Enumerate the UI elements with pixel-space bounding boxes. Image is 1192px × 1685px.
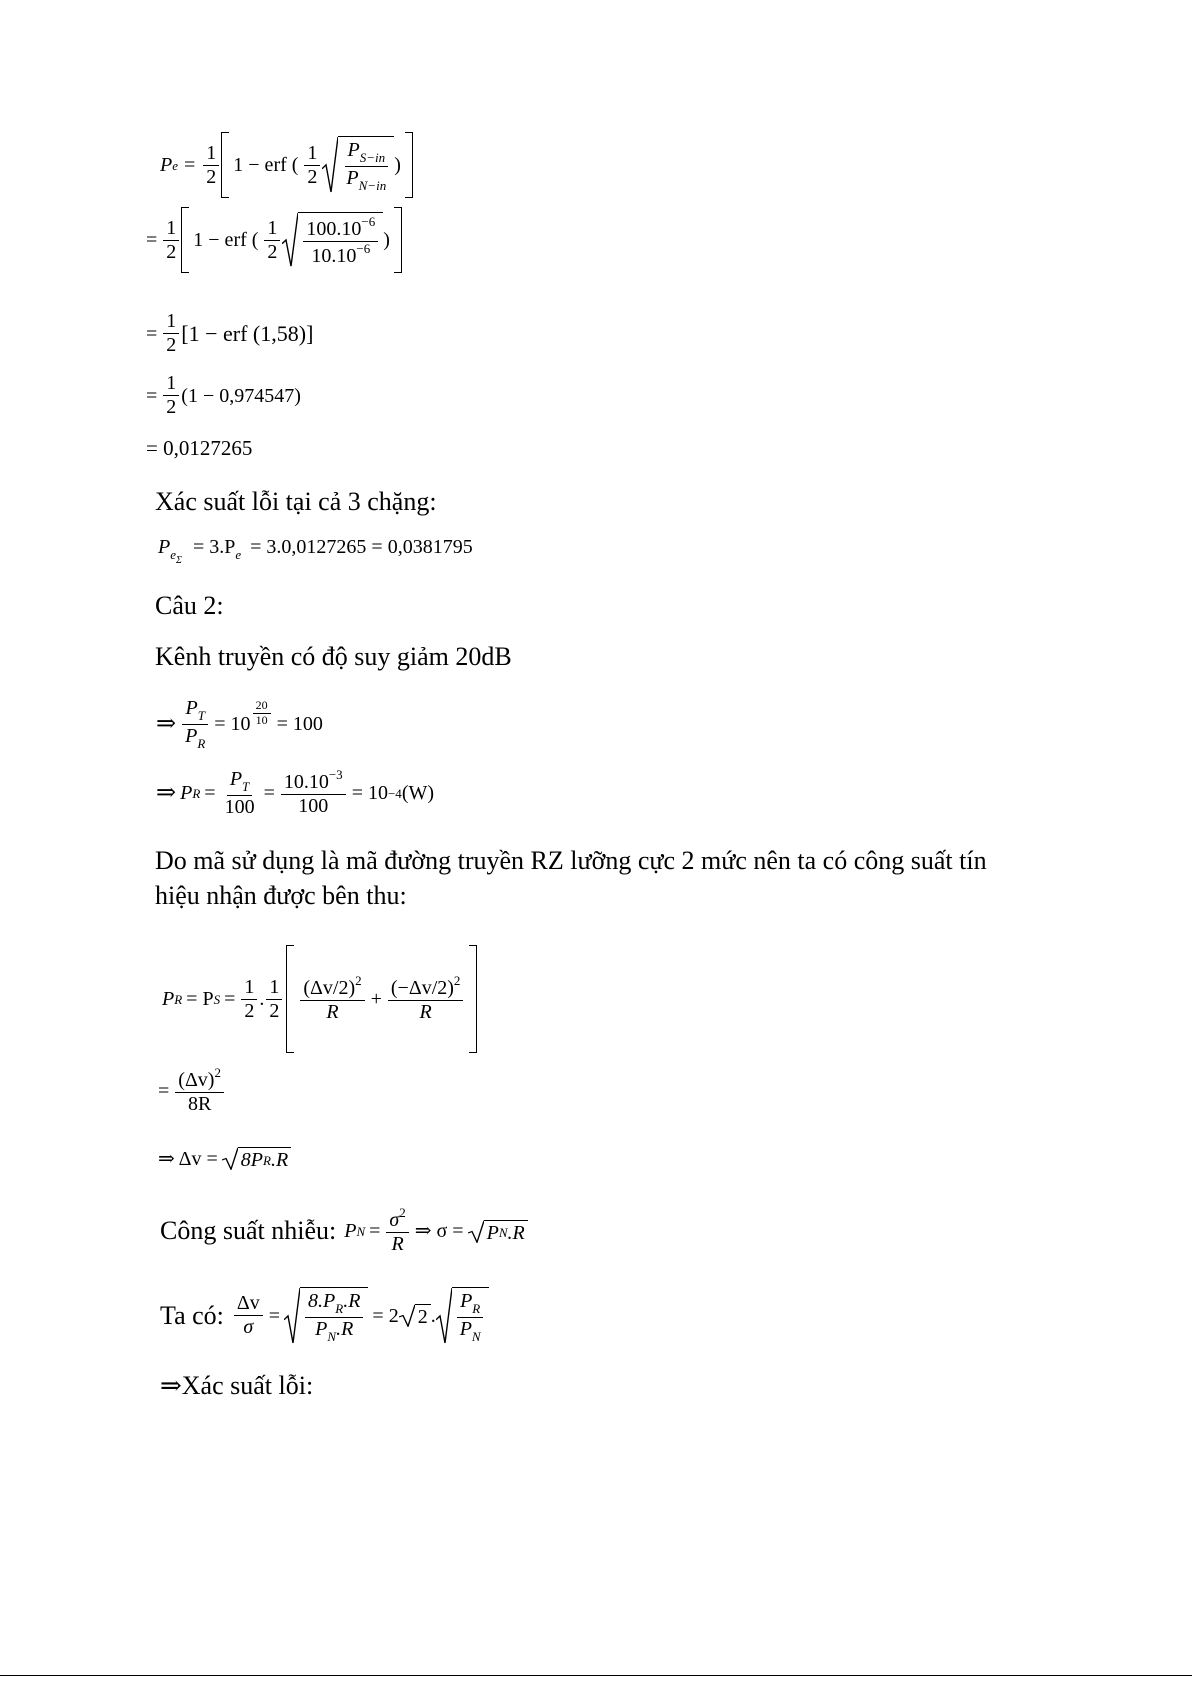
pr-symbol: P [460, 1290, 473, 1312]
radical-sign [282, 212, 298, 268]
sigma-subscript: Σ [176, 555, 182, 566]
pr-sub: R [174, 991, 183, 1007]
frac-den: 2 [206, 165, 217, 188]
total-rhs-sub: e [235, 547, 242, 562]
erf-expression: [1 − erf (1,58)] [181, 320, 314, 346]
eq-signal-power-simplified [158, 1066, 226, 1116]
left-bracket [286, 945, 294, 1053]
exp-den: 10 [255, 712, 268, 727]
pr-pn-fraction [457, 1290, 484, 1345]
ten-base: = 10 [351, 782, 388, 805]
frac-num: Δv [234, 1292, 263, 1316]
pt-symbol: P [185, 697, 198, 719]
eq-power-ratio [156, 697, 323, 752]
noise-label: Công suất nhiễu: [160, 1216, 337, 1245]
sigma-exp: 2 [399, 1205, 406, 1220]
sqrt-two-value: 2 [415, 1304, 431, 1327]
eq-pe-definition [160, 132, 413, 198]
frac-num: 1 [163, 217, 179, 241]
equals-sign: = [146, 229, 158, 251]
frac-num: 1 [266, 976, 282, 1000]
eq-total-error [158, 537, 473, 566]
total-rhs: = 3.P [192, 536, 236, 558]
frac-den: 100 [298, 795, 329, 818]
dv-over-sigma [234, 1292, 263, 1339]
rz-paragraph-line-1: Do mã sử dụng là mã đường truyền RZ lưỡng cực 2 mức nên ta có công suất tín [155, 846, 987, 875]
value-num: 100.10 [306, 218, 362, 240]
plus-sign: + [370, 988, 382, 1010]
pn-sub: N [356, 1223, 366, 1239]
equals-sign: = [184, 154, 196, 176]
root-body: 8P [240, 1149, 264, 1171]
value-num-exp: −6 [361, 214, 376, 229]
ta-co-line [160, 1287, 489, 1345]
pn-subscript: N−in [358, 178, 387, 193]
term-den: R [419, 1001, 432, 1023]
heading-error-3-sections: Xác suất lỗi tại cả 3 chặng: [155, 487, 437, 516]
eq-received-power [156, 768, 434, 819]
root-body: P [486, 1221, 499, 1244]
num-exp: 2 [214, 1065, 221, 1080]
value-exp: −3 [328, 767, 343, 783]
implies-arrow: ⇒ [156, 711, 177, 738]
numeric-expression: (1 − 0,974547) [181, 384, 301, 407]
radical-sign [399, 1304, 415, 1327]
left-bracket [181, 207, 189, 273]
ta-co-label: Ta có: [160, 1300, 224, 1330]
pt-symbol: P [229, 768, 243, 790]
right-bracket [405, 132, 413, 198]
equals-sign: = [268, 1304, 281, 1327]
dot: . [430, 1304, 436, 1327]
sqrt-8pr [222, 1147, 291, 1170]
close-paren: ) [383, 229, 390, 251]
value-den-exp: −6 [356, 241, 371, 256]
sigma-sq-over-r [386, 1206, 408, 1256]
radical-sign [322, 136, 338, 194]
sqrt-pn-r [468, 1220, 528, 1243]
eq-pe-numeric [146, 372, 301, 419]
pn-sub: N [471, 1328, 481, 1344]
value-num: 10.10 [283, 771, 329, 794]
frac-den: 2 [307, 165, 318, 188]
half-fraction [163, 217, 179, 264]
radical-sign [436, 1287, 452, 1345]
ps-equals: = P [186, 988, 214, 1010]
frac-num: 1 [241, 976, 257, 1000]
equals-sign: = [263, 782, 275, 805]
right-bracket [394, 207, 402, 273]
sqrt-pr-pn [436, 1287, 489, 1345]
pt-pr-fraction [182, 697, 208, 752]
pr-symbol: P [185, 724, 198, 747]
snr-fraction [343, 139, 389, 194]
equals-two: = 2 [372, 1304, 399, 1327]
implies-arrow: ⇒ [156, 780, 177, 807]
value-den: 10.10 [311, 245, 357, 267]
eq-pe-substituted [146, 207, 402, 273]
pe-subscript: e [172, 157, 178, 173]
right-bracket [469, 945, 477, 1053]
radical-sign [468, 1220, 484, 1243]
pn-symbol: P [344, 1220, 357, 1242]
frac-num: 1 [163, 310, 179, 334]
rz-paragraph-line-2: hiệu nhận được bên thu: [155, 881, 407, 910]
unit-watt: (W) [401, 782, 435, 805]
frac-den: σ [243, 1316, 254, 1339]
num-sub: R [335, 1301, 344, 1316]
pr-symbol: P [180, 782, 193, 805]
sigma: σ [389, 1209, 400, 1231]
half-fraction-2 [266, 976, 282, 1023]
equals-sign: = [146, 384, 158, 407]
implies-delta-v: ⇒ Δv = [158, 1147, 218, 1170]
eq-delta-v [158, 1147, 291, 1170]
frac-den: 2 [244, 999, 255, 1022]
error-probability-heading: ⇒Xác suất lỗi: [160, 1371, 314, 1400]
pt-over-100 [222, 768, 258, 819]
pt-sub: T [197, 708, 205, 723]
den-body: P [315, 1317, 328, 1340]
ps-symbol: P [347, 139, 360, 162]
eq-pe-result: = 0,0127265 [146, 436, 253, 460]
eq-pe-erf-value [146, 310, 313, 357]
positive-term [300, 974, 364, 1024]
inner-fraction [264, 217, 280, 264]
dot: . [259, 988, 265, 1010]
radical-sign [284, 1287, 300, 1345]
frac-den: 2 [166, 334, 177, 356]
eq-signal-power [162, 945, 477, 1053]
ten-base: = 10 [214, 713, 251, 736]
pe-total-sub: e [170, 547, 176, 562]
half-fraction-1 [241, 976, 257, 1023]
equals-sign: = [146, 322, 158, 345]
left-bracket [221, 132, 229, 198]
page-bottom-rule [0, 1675, 1192, 1676]
ps-sub: S [213, 991, 221, 1007]
frac-den: 2 [166, 396, 177, 418]
sqrt-values [282, 212, 383, 268]
equals-sign: = [204, 782, 216, 805]
frac-num: 1 [203, 142, 219, 166]
radical-sign [222, 1147, 238, 1170]
ratio-result: = 100 [276, 713, 323, 736]
frac-den: 2 [269, 999, 280, 1022]
implies-sigma: ⇒ σ = [414, 1220, 464, 1242]
frac-num: 1 [163, 372, 179, 396]
equals-sign: = [369, 1220, 381, 1242]
term-exp: 2 [355, 973, 362, 988]
frac-den: 8R [187, 1093, 212, 1115]
root-tail: .R [270, 1149, 289, 1171]
pr-symbol: P [162, 988, 175, 1010]
sqrt-ratio [284, 1287, 368, 1345]
values-fraction [303, 215, 378, 268]
frac-den: 2 [267, 240, 278, 263]
negative-term [388, 974, 464, 1024]
den-tail: .R [336, 1317, 354, 1340]
pr-sub: R [197, 735, 206, 751]
pe-symbol: P [160, 154, 173, 176]
pr-exp: −4 [387, 785, 402, 801]
frac-num: (Δv) [178, 1069, 215, 1091]
dv-over-8r [175, 1066, 224, 1116]
term-den: R [326, 1001, 339, 1023]
exponent-fraction [253, 699, 271, 728]
exp-num: 20 [253, 699, 271, 714]
ps-subscript: S−in [359, 150, 386, 166]
question-2-heading: Câu 2: [155, 591, 224, 620]
erf-prefix: 1 − erf ( [233, 154, 299, 176]
term-exp: 2 [453, 973, 461, 988]
num-body: 8.P [308, 1290, 336, 1312]
pn-symbol: P [459, 1317, 472, 1340]
frac-num: 1 [264, 217, 280, 241]
noise-power-line [160, 1206, 528, 1256]
total-rhs-tail: = 3.0,0127265 = 0,0381795 [250, 536, 473, 558]
term-num: (Δv/2) [303, 977, 356, 999]
frac-den: 2 [166, 240, 177, 263]
den-sub: N [327, 1328, 337, 1344]
channel-attenuation-text: Kênh truyền có độ suy giảm 20dB [155, 642, 512, 671]
num-tail: .R [343, 1290, 361, 1312]
value-over-100 [281, 768, 346, 818]
frac-den: R [391, 1233, 404, 1255]
frac-den: 100 [224, 795, 255, 818]
pn-symbol: P [346, 167, 359, 189]
term-num: (−Δv/2) [390, 977, 454, 999]
inner-fraction [304, 142, 320, 189]
erf-prefix: 1 − erf ( [193, 229, 259, 251]
equals-sign: = [158, 1080, 170, 1102]
pr-sub: R [192, 785, 201, 801]
equals-sign: = [224, 988, 236, 1010]
frac-num: 1 [304, 142, 320, 166]
half-fraction [163, 310, 179, 357]
pr-sub: R [472, 1301, 481, 1316]
root-sub: R [263, 1152, 271, 1168]
pt-sub: T [242, 779, 250, 794]
root-tail: .R [507, 1221, 525, 1244]
half-fraction [203, 142, 219, 189]
sqrt-two [399, 1304, 431, 1327]
root-sub: N [498, 1225, 508, 1240]
ratio-fraction [305, 1290, 363, 1345]
close-paren: ) [394, 154, 401, 176]
sqrt-snr [322, 136, 394, 194]
half-fraction [163, 372, 179, 419]
pe-total-symbol: P [158, 536, 171, 558]
